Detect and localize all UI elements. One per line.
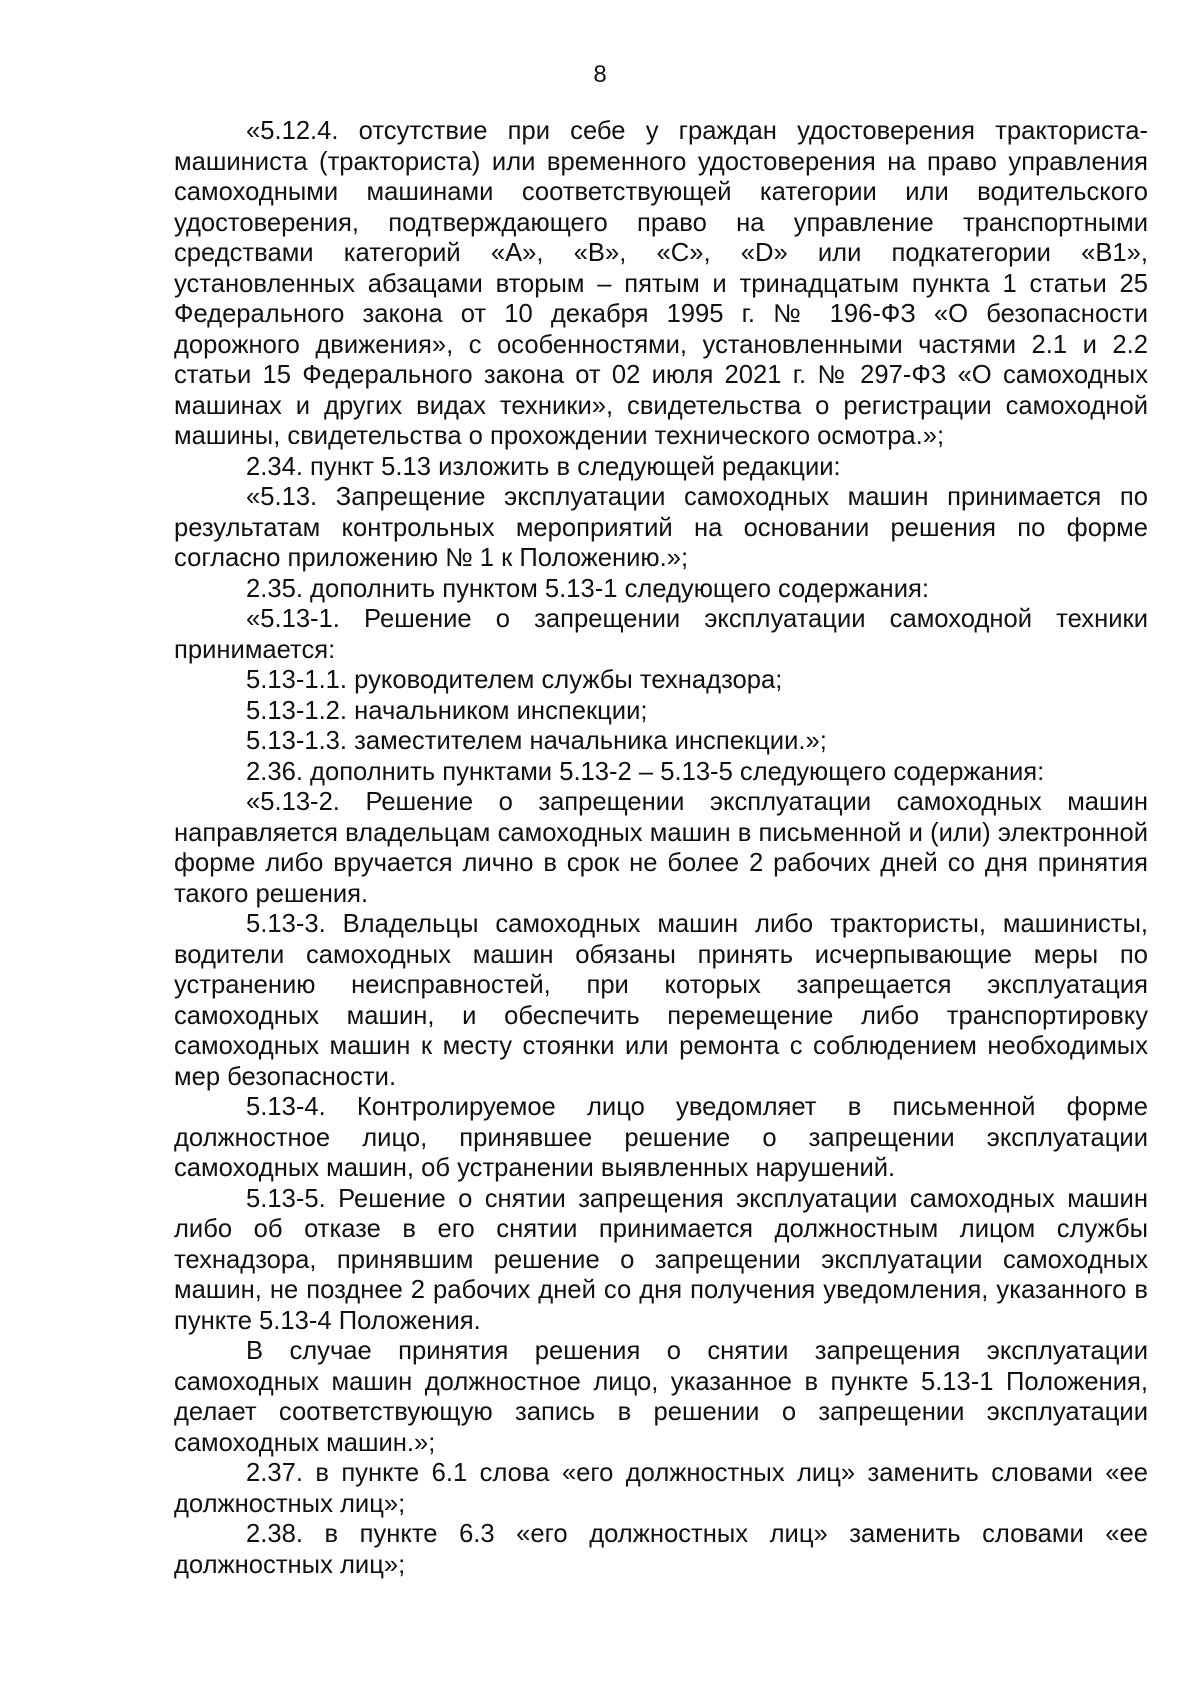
- paragraph-5-13: «5.13. Запрещение эксплуатации самоходных машин принимается по результатам контрольных мероприятий на основании решения по форме согласно приложению № 1 к Положению.»;: [174, 483, 1148, 572]
- paragraph-5-13-2: «5.13-2. Решение о запрещении эксплуатации самоходных машин направляется владельцам самоходных машин в письменной и (или) электронной форме либо вручается лично в срок не более 2 рабочих дней со дня принятия такого решения.: [174, 788, 1148, 908]
- paragraph-in-case: В случае принятия решения о снятии запрещения эксплуатации самоходных машин должностное лицо, указанное в пункте 5.13-1 Положения, делает соответствующую запись в решении о запрещении эксплуатации самоходных машин.»;: [174, 1337, 1148, 1457]
- paragraph-5-13-1-1: 5.13-1.1. руководителем службы технадзора;: [246, 666, 783, 694]
- page-number: 8: [593, 61, 607, 88]
- paragraph-2-35: 2.35. дополнить пунктом 5.13-1 следующего содержания:: [246, 574, 929, 603]
- paragraph-2-34: 2.34. пункт 5.13 изложить в следующей редакции:: [246, 452, 841, 481]
- paragraph-2-38: 2.38. в пункте 6.3 «его должностных лиц» заменить словами «ее должностных лиц»;: [174, 1520, 1148, 1579]
- paragraph-5-13-4: 5.13-4. Контролируемое лицо уведомляет в письменной форме должностное лицо, принявшее решение о запрещении эксплуатации самоходных машин, об устранении выявленных нарушений.: [174, 1093, 1148, 1182]
- paragraph-5-13-5: 5.13-5. Решение о снятии запрещения эксплуатации самоходных машин либо об отказе в его снятии принимается должностным лицом службы технадзора, принявшим решение о запрещении эксплуатации самоходных машин, не позднее 2 рабочих дней со дня получения уведомления, указанного в пункте 5.13-4 Положения.: [174, 1184, 1148, 1335]
- paragraph-2-37: 2.37. в пункте 6.1 слова «его должностных лиц» заменить словами «ее должностных лиц»;: [174, 1459, 1148, 1518]
- paragraph-5-13-3: 5.13-3. Владельцы самоходных машин либо трактористы, машинисты, водители самоходных машин обязаны принять исчерпывающие меры по устранению неисправностей, при которых запрещается эксплуатация самоходных машин, и обеспечить перемещение либо транспортировку самоходных машин к месту стоянки или ремонта с соблюдением необходимых мер безопасности.: [174, 910, 1148, 1091]
- paragraph-5-13-1-2: 5.13-1.2. начальником инспекции;: [246, 696, 648, 725]
- paragraph-5-13-1: «5.13-1. Решение о запрещении эксплуатации самоходной техники принимается:: [174, 605, 1148, 664]
- paragraph-2-36: 2.36. дополнить пунктами 5.13-2 – 5.13-5 следующего содержания:: [246, 757, 1045, 786]
- paragraph-5-12-4: «5.12.4. отсутствие при себе у граждан удостоверения тракториста-машиниста (тракториста) или временного удостоверения на право управления самоходными машинами соответствующей категории или водительского удостоверения, подтверждающего право на управление транспортными средствами категорий «А», «В», «С», «D» или подкатегории «В1», установленных абзацами вторым – пятым и тринадцатым пункта 1 статьи 25 Федерального закона от 10 декабря 1995 г. № 196-ФЗ «О безопасности дорожного движения», с особенностями, установленными частями 2.1 и 2.2 статьи 15 Федерального закона от 02 июля 2021 г. № 297-ФЗ «О самоходных машинах и других видах техники», свидетельства о регистрации самоходной машины, свидетельства о прохождении технического осмотра.»;: [174, 117, 1148, 450]
- document-body: [174, 116, 1148, 1580]
- paragraph-5-13-1-3: 5.13-1.3. заместителем начальника инспекции.»;: [246, 727, 827, 755]
